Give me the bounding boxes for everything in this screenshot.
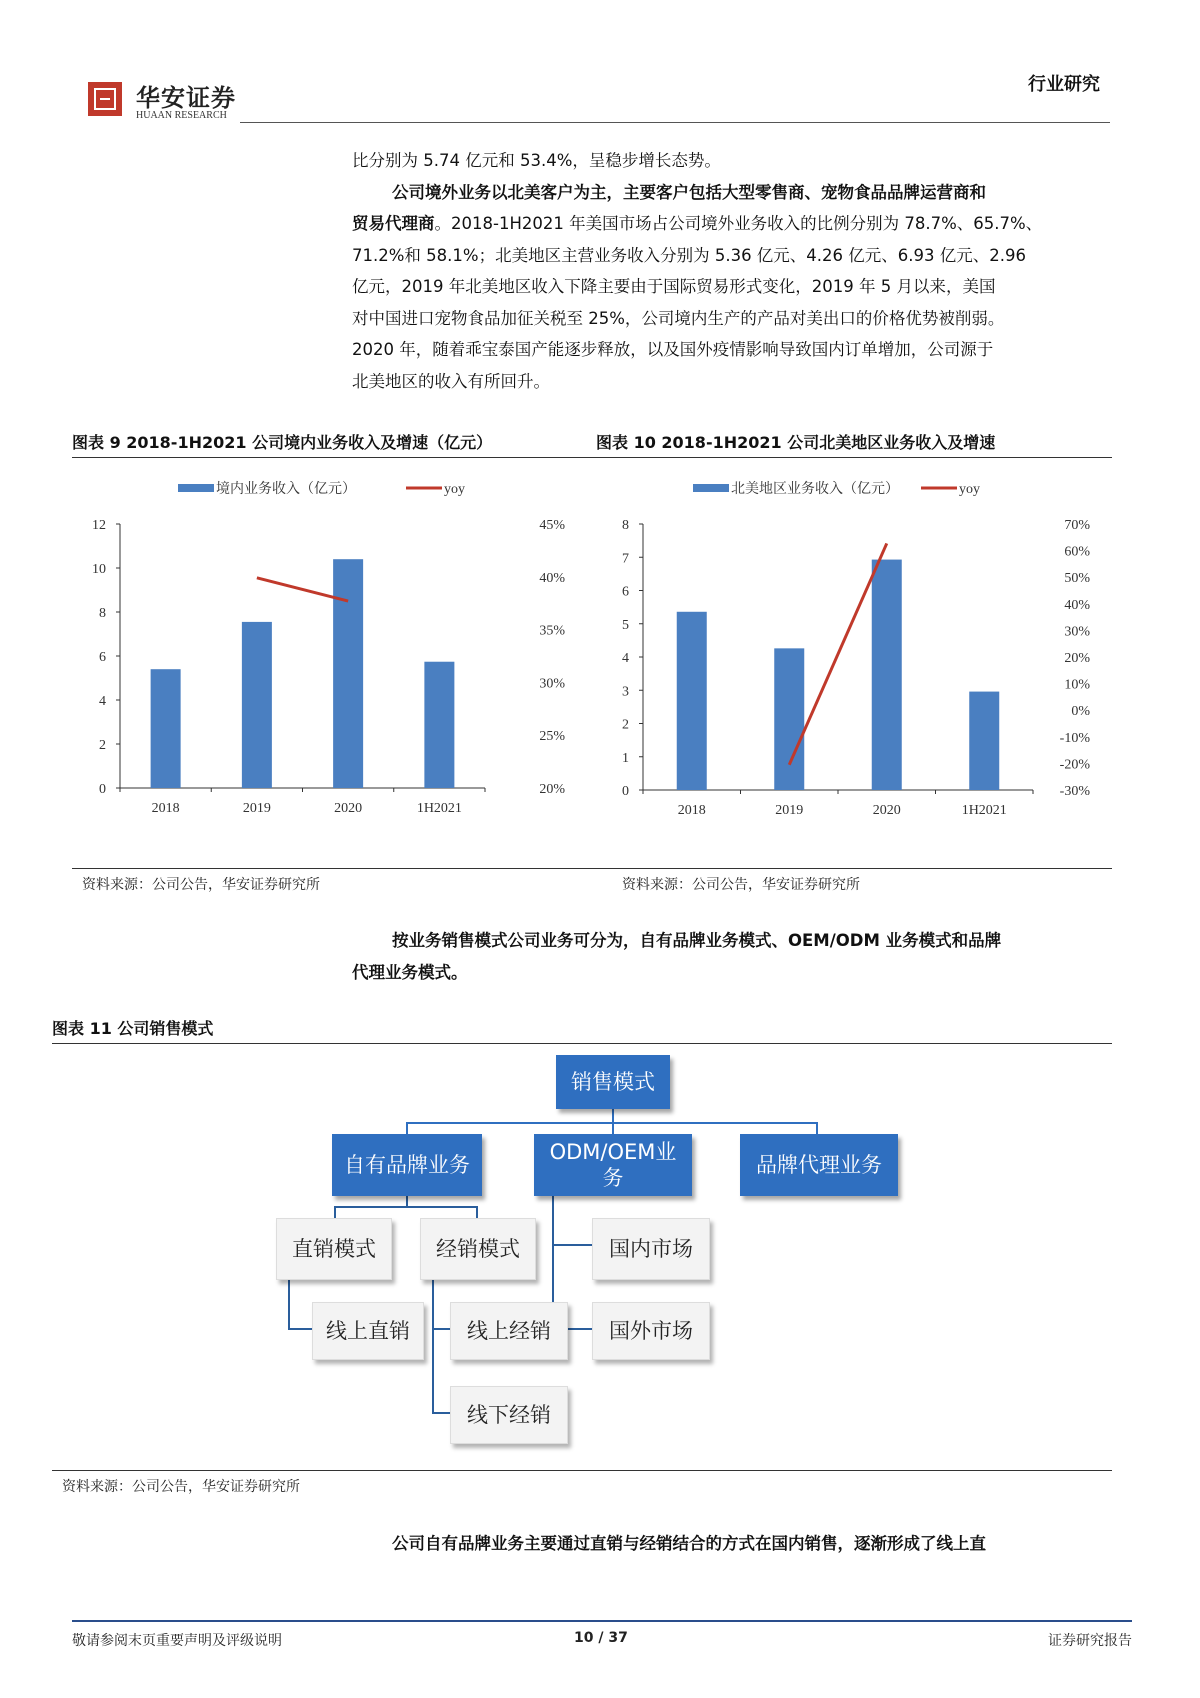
legend-bar-swatch <box>693 484 729 492</box>
legend-line-label: yoy <box>444 482 465 497</box>
bold-text: 公司自有品牌业务主要通过直销与经销结合的方式在国内销售，逐渐形成了线上直 <box>392 1534 986 1553</box>
x-tick-label: 2019 <box>775 803 804 818</box>
x-tick-label: 1H2021 <box>416 801 462 816</box>
y-tick-label: 6 <box>99 650 106 665</box>
y-tick-label: 7 <box>622 551 629 567</box>
legend-bar-swatch <box>178 484 214 492</box>
legend-bar-label: 北美地区业务收入（亿元） <box>731 482 899 497</box>
figure-9-caption: 图表 9 2018-1H2021 公司境内业务收入及增速（亿元） <box>72 433 493 452</box>
x-tick-label: 2018 <box>677 803 706 818</box>
connector <box>334 1206 336 1218</box>
y-tick-label: 4 <box>622 651 629 666</box>
y2-tick-label: 40% <box>1064 597 1090 613</box>
x-tick-label: 2020 <box>872 803 901 818</box>
caption-rule <box>72 457 1112 458</box>
node-overseas-market: 国外市场 <box>592 1302 710 1360</box>
y-tick-label: 1 <box>622 750 629 766</box>
connector <box>552 1244 592 1246</box>
bar <box>872 560 902 790</box>
header-rule <box>240 122 1110 123</box>
y2-tick-label: 60% <box>1064 544 1090 560</box>
node-odm-oem: ODM/OEM业务 <box>534 1134 692 1196</box>
y2-tick-label: -30% <box>1059 784 1090 799</box>
connector <box>288 1328 312 1330</box>
x-tick-label: 2020 <box>334 801 363 816</box>
y2-tick-label: 25% <box>539 729 565 745</box>
section-label: 行业研究 <box>1028 74 1100 95</box>
page-number: 10 / 37 <box>574 1630 628 1646</box>
y2-tick-label: 0% <box>1071 704 1090 720</box>
bold-text: 代理业务模式。 <box>352 962 468 982</box>
footer-report-type: 证券研究报告 <box>1048 1633 1132 1649</box>
y2-tick-label: 30% <box>1064 624 1090 640</box>
connector <box>432 1280 434 1414</box>
text-line <box>352 957 1132 989</box>
logo-text: 华安证券 <box>136 83 236 112</box>
text-line: 亿元，2019 年北美地区收入下降主要由于国际贸易形式变化，2019 年 5 月以来，美国 <box>352 277 996 296</box>
y-tick-label: 2 <box>99 738 106 753</box>
body-paragraph-3 <box>352 925 1132 988</box>
body-paragraph-4 <box>392 1528 1132 1560</box>
connector <box>816 1122 818 1134</box>
connector <box>612 1122 614 1134</box>
chart-bottom-rule <box>72 868 1112 869</box>
node-online-distribution: 线上经销 <box>450 1302 568 1360</box>
node-own-brand: 自有品牌业务 <box>332 1134 482 1196</box>
body-paragraph-1 <box>352 145 1132 397</box>
node-online-direct: 线上直销 <box>312 1302 424 1360</box>
legend-bar-label: 境内业务收入（亿元） <box>216 482 356 497</box>
figure-10-caption: 图表 10 2018-1H2021 公司北美地区业务收入及增速 <box>596 433 996 452</box>
connector <box>432 1328 450 1330</box>
bar <box>774 648 804 790</box>
y-tick-label: 0 <box>622 784 629 799</box>
source-note-fig10: 资料来源：公司公告，华安证券研究所 <box>622 877 860 893</box>
y-tick-label: 5 <box>622 617 629 633</box>
text-line: 对中国进口宠物食品加征关税至 25%，公司境内生产的产品对美出口的价格优势被削弱。 <box>352 308 1005 328</box>
y2-tick-label: 20% <box>1064 651 1090 666</box>
bar <box>424 662 454 788</box>
bar <box>677 612 707 790</box>
y-tick-label: 10 <box>92 562 106 577</box>
y-tick-label: 8 <box>622 518 629 533</box>
y2-tick-label: -20% <box>1059 757 1090 773</box>
source-note-fig9: 资料来源：公司公告，华安证券研究所 <box>82 877 320 893</box>
footer-disclaimer: 敬请参阅末页重要声明及评级说明 <box>72 1633 282 1649</box>
y2-tick-label: 30% <box>539 676 565 692</box>
y2-tick-label: 35% <box>539 623 565 639</box>
caption-rule <box>52 1043 1112 1044</box>
bar <box>333 559 363 788</box>
y-tick-label: 0 <box>99 782 106 797</box>
node-domestic-market: 国内市场 <box>592 1218 710 1280</box>
text-line <box>352 177 1132 209</box>
text-line <box>352 208 1132 240</box>
text-line <box>392 1528 1132 1560</box>
bar <box>969 692 999 790</box>
y-tick-label: 4 <box>99 694 106 709</box>
diagram-bottom-rule <box>52 1470 1112 1471</box>
legend-line-label: yoy <box>959 482 980 497</box>
connector <box>476 1206 478 1218</box>
connector <box>334 1206 478 1208</box>
logo-subtext: HUAAN RESEARCH <box>136 110 227 121</box>
node-brand-agency: 品牌代理业务 <box>740 1134 898 1196</box>
bar <box>151 669 181 788</box>
y2-tick-label: -10% <box>1059 730 1090 746</box>
y-tick-label: 6 <box>622 584 629 600</box>
y2-tick-label: 50% <box>1064 571 1090 587</box>
text-line: 比分别为 5.74 亿元和 53.4%，呈稳步增长态势。 <box>352 151 721 170</box>
text-line: 2020 年，随着乖宝泰国产能逐步释放，以及国外疫情影响导致国内订单增加，公司源于 <box>352 340 994 359</box>
bold-text: 贸易代理商 <box>352 214 435 233</box>
node-direct-sales: 直销模式 <box>276 1218 392 1280</box>
source-note-fig11: 资料来源：公司公告，华安证券研究所 <box>62 1479 300 1495</box>
connector <box>432 1412 450 1414</box>
logo-icon <box>88 82 122 116</box>
y2-tick-label: 40% <box>539 570 565 586</box>
y-tick-label: 8 <box>99 606 106 621</box>
y2-tick-label: 45% <box>539 518 565 533</box>
x-tick-label: 2019 <box>242 801 271 816</box>
text-span: 。2018-1H2021 年美国市场占公司境外业务收入的比例分别为 78.7%、65.7%、 <box>434 214 1043 233</box>
x-tick-label: 2018 <box>151 801 180 816</box>
node-sales-model: 销售模式 <box>556 1055 670 1109</box>
y2-tick-label: 10% <box>1064 677 1090 693</box>
x-tick-label: 1H2021 <box>961 803 1007 818</box>
chart-domestic-revenue <box>60 470 590 850</box>
y-tick-label: 2 <box>622 717 629 733</box>
connector <box>406 1122 408 1134</box>
y2-tick-label: 70% <box>1064 518 1090 533</box>
y2-tick-label: 20% <box>539 782 565 797</box>
text-line <box>352 925 1132 957</box>
bold-text: 公司境外业务以北美客户为主，主要客户包括大型零售商、宠物食品品牌运营商和 <box>392 182 986 202</box>
chart-north-america-revenue <box>595 470 1125 850</box>
y-tick-label: 12 <box>92 518 106 533</box>
bar <box>242 622 272 788</box>
text-line: 北美地区的收入有所回升。 <box>352 371 550 391</box>
y-tick-label: 3 <box>622 684 629 700</box>
footer-rule <box>72 1620 1132 1622</box>
text-line: 71.2%和 58.1%；北美地区主营业务收入分别为 5.36 亿元、4.26 亿元、6.93 亿元、2.96 <box>352 245 1027 265</box>
node-distribution: 经销模式 <box>420 1218 536 1280</box>
figure-11-caption: 图表 11 公司销售模式 <box>52 1019 214 1038</box>
bold-text: 按业务销售模式公司业务可分为，自有品牌业务模式、OEM/ODM 业务模式和品牌 <box>392 931 1002 950</box>
node-offline-distribution: 线下经销 <box>450 1386 568 1444</box>
connector <box>288 1280 290 1330</box>
